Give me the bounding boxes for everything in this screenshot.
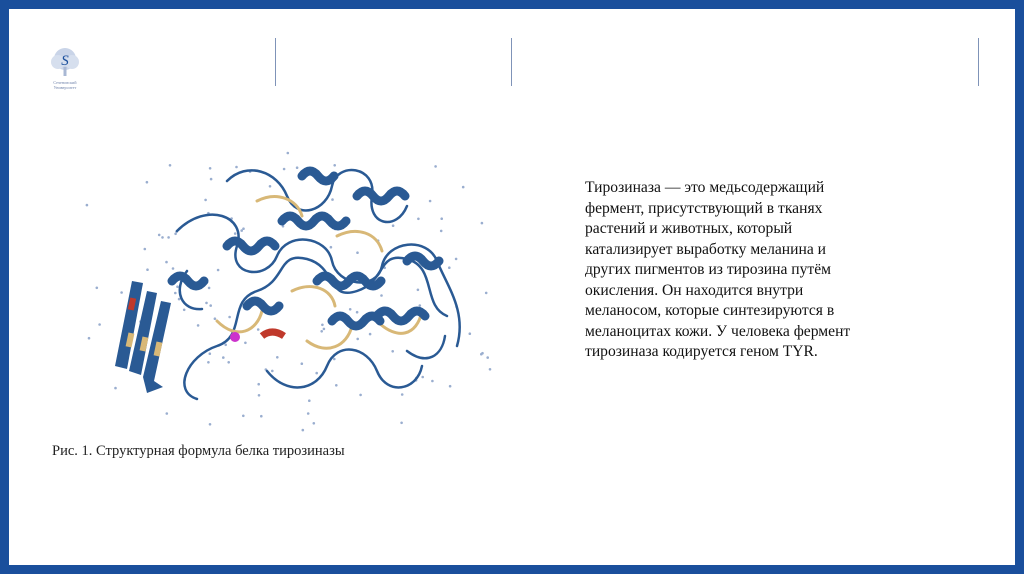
logo-line-2: Университет xyxy=(53,84,77,90)
header-divider-2 xyxy=(511,38,512,86)
figure-caption: Рис. 1. Структурная формула белка тирозиназы xyxy=(52,443,345,459)
description-paragraph: Тирозиназа — это медьсодержащий фермент, присутствующий в тканях растений и животных, который катализирует выработку меланина и других пигментов из тирозина путём окисления. Он находится внутри меланосом, которые синтезируются в меланоцитах кожи. У человека фермент тирозиназа кодируется геном TYR. xyxy=(585,179,851,360)
logo-letter: S xyxy=(61,53,69,69)
tyrosinase-protein-structure xyxy=(77,141,497,441)
logo-line-1: Сеченовский xyxy=(53,80,77,85)
slide xyxy=(9,9,1015,565)
copper-ion-marker xyxy=(230,332,240,342)
protein-helices xyxy=(172,171,439,326)
tree-logo-icon xyxy=(47,45,83,79)
header-divider-1 xyxy=(275,38,276,86)
header-divider-3 xyxy=(978,38,979,86)
university-logo xyxy=(47,45,83,91)
